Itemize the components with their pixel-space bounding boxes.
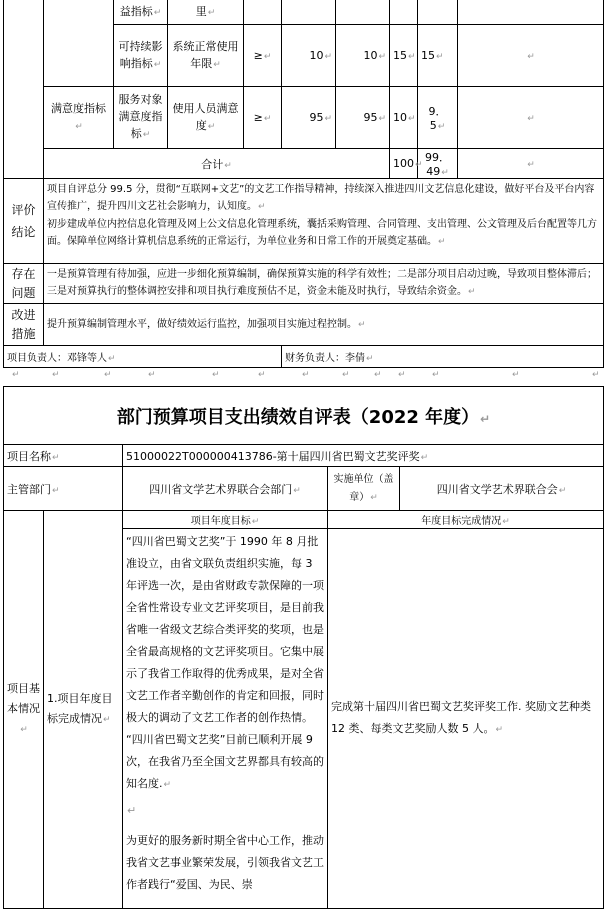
basic-info-label: 项目基本情况↵ bbox=[4, 511, 44, 909]
indicator-level3: 系统正常使用年限↵ bbox=[168, 25, 244, 87]
weight: 15↵ bbox=[390, 25, 418, 87]
indicator-level2: 服务对象满意度指标↵ bbox=[114, 87, 168, 149]
measure-label: 改进措施 bbox=[4, 304, 44, 346]
target-value: 95↵ bbox=[282, 87, 336, 149]
operator: ≥↵ bbox=[244, 25, 282, 87]
project-name-label: 项目名称↵ bbox=[4, 445, 123, 467]
actual-value: 10↵ bbox=[336, 25, 390, 87]
col-blank bbox=[4, 0, 44, 179]
problem-text: 一是预算管理有待加强，应进一步细化预算编制，确保预算实施的科学有效性；二是部分项目启动过晚，导致项目整体滞后；三是对预算执行的整体调控安排和项目执行难度预估不足，资金未能及时执行，导致结余资金。↵ bbox=[44, 264, 604, 304]
total-weight: 100↵ bbox=[390, 149, 418, 179]
remark: ↵ bbox=[458, 87, 604, 149]
weight: 10↵ bbox=[390, 87, 418, 149]
score: 9．5↵ bbox=[418, 87, 458, 149]
project-name: 51000022T000000413786-第十届四川省巴蜀文艺奖评奖↵ bbox=[123, 445, 604, 467]
operator: ≥↵ bbox=[244, 87, 282, 149]
goal-completion-label: 1.项目年度目标完成情况↵ bbox=[44, 511, 123, 909]
indicator-level3: 使用人员满意度↵ bbox=[168, 87, 244, 149]
col-blank bbox=[44, 0, 114, 87]
score: 15↵ bbox=[418, 25, 458, 87]
col-annual-goal: 项目年度目标↵ bbox=[123, 511, 328, 529]
problem-label: 存在问题 bbox=[4, 264, 44, 304]
dept-value: 四川省文学艺术界联合会部门↵ bbox=[123, 467, 328, 511]
indicator-level2: 益指标↵ bbox=[114, 0, 168, 25]
project-owner: 项目负责人：邓锋等人↵ bbox=[4, 346, 282, 368]
measure-text: 提升预算编制管理水平，做好绩效运行监控，加强项目实施过程控制。↵ bbox=[44, 304, 604, 346]
total-score: 99．49↵ bbox=[418, 149, 458, 179]
indicator-level2: 可持续影响指标↵ bbox=[114, 25, 168, 87]
evaluation-label: 评价结论 bbox=[4, 179, 44, 264]
col-goal-done: 年度目标完成情况↵ bbox=[328, 511, 604, 529]
actual-value: 95↵ bbox=[336, 87, 390, 149]
total-label: 合计↵ bbox=[44, 149, 390, 179]
remark: ↵ bbox=[458, 25, 604, 87]
indicator-level3: 里↵ bbox=[168, 0, 244, 25]
target-value: 10↵ bbox=[282, 25, 336, 87]
impl-value: 四川省文学艺术界联合会↵ bbox=[400, 467, 604, 511]
performance-table-bottom bbox=[3, 386, 604, 909]
impl-label: 实施单位（盖章）↵ bbox=[328, 467, 400, 511]
finance-owner: 财务负责人：李倩↵ bbox=[282, 346, 604, 368]
total-remark: ↵ bbox=[458, 149, 604, 179]
annual-goal-text: “四川省巴蜀文艺奖”于 1990 年 8 月批准设立，由省文联负责组织实施，每 3 年评选一次，是由省财政专款保障的一项全省性常设专业文艺评奖项目，是目前我省唯一省级文艺综合类评奖的奖项，也是全省最高规格的文艺评奖项目。它集中展示了我省工作取得的优秀成果，是对全省文艺工作者辛勤创作的肯定和回报，同时极大的调动了文艺工作者的创作热情。 “四川省巴蜀文艺奖”目前已顺利开展 9 次，在我省乃至全国文艺界都具有较高的知名度.↵ ↵ 为更好的服务新时期全省中心工作，推动我省文艺事业繁荣发展，引领我省文艺工作者践行“爱国、为民、崇 bbox=[123, 529, 328, 909]
indicator-level1: 满意度指标↵ bbox=[44, 87, 114, 149]
evaluation-text: 项目自评总分 99.5 分，贯彻“互联网+文艺”的文艺工作指导精神，持续深入推进四川文艺信息化建设，做好平台及平台内容宣传推广，提升四川文艺社会影响力，认知度。↵ 初步建成单位内控信息化管理及网上公文信息化管理系统，囊括采购管理、合同管理、支出管理、公文管理及后台配置等几方面。保障单位网络计算机信息系统的正常运行，为单位业务和日常工作的开展奠定基础。↵ bbox=[44, 179, 604, 264]
goal-done-text: 完成第十届四川省巴蜀文艺奖评奖工作. 奖励文艺种类 12 类、每类文艺奖励人数 5 人。↵ bbox=[328, 529, 604, 909]
form-title: 部门预算项目支出绩效自评表（2022 年度）↵ bbox=[4, 387, 604, 445]
dept-label: 主管部门↵ bbox=[4, 467, 123, 511]
performance-table-top bbox=[3, 0, 604, 368]
paragraph-marks: ↵ ↵ ↵ ↵ ↵ ↵ ↵ ↵ ↵ ↵ ↵ ↵ ↵ bbox=[12, 370, 600, 380]
